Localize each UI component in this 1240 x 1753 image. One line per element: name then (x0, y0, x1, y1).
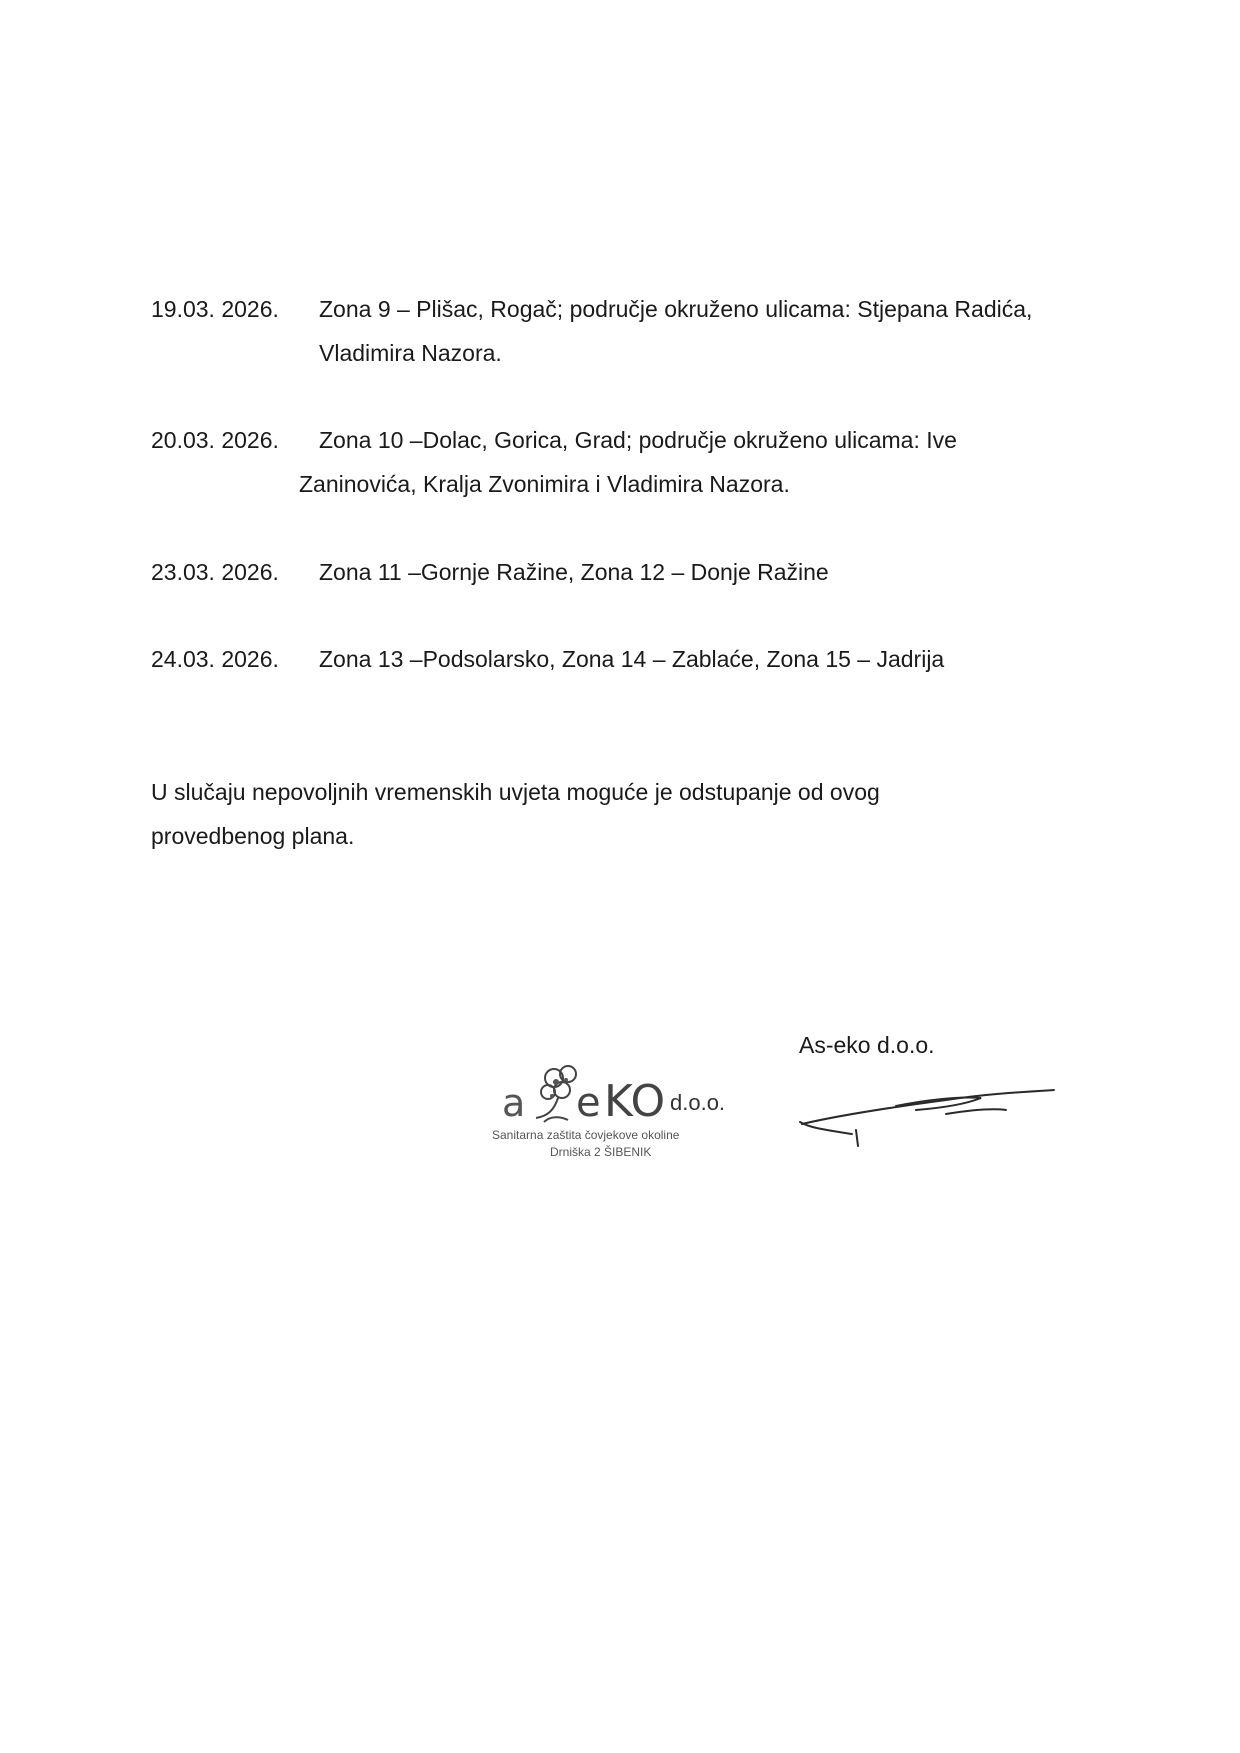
schedule-zone-text: Zona 10 –Dolac, Gorica, Grad; područje okruženo ulicama: Ive (319, 427, 957, 453)
company-name: As-eko d.o.o. (799, 1032, 935, 1058)
weather-note-line: provedbenog plana. (151, 823, 355, 849)
svg-text:KO: KO (604, 1076, 666, 1127)
company-stamp (488, 1052, 760, 1170)
handwritten-signature (796, 1080, 1056, 1150)
schedule-zone-text-continued: Zaninovića, Kralja Zvonimira i Vladimira Nazora. (299, 471, 790, 497)
schedule-zone-text: Zona 9 – Plišac, Rogač; područje okruženo ulicama: Stjepana Radića, (319, 296, 1033, 322)
svg-text:a: a (502, 1081, 526, 1125)
weather-note-line: U slučaju nepovoljnih vremenskih uvjeta moguće je odstupanje od ovog (151, 779, 880, 805)
stamp-subtitle: Sanitarna zaštita čovjekove okoline (492, 1128, 680, 1142)
schedule-date: 19.03. 2026. (151, 296, 279, 322)
schedule-zone-text-continued: Vladimira Nazora. (319, 340, 502, 366)
schedule-zone-text: Zona 13 –Podsolarsko, Zona 14 – Zablaće, Zona 15 – Jadrija (319, 646, 945, 672)
stamp-address: Drniška 2 ŠIBENIK (550, 1145, 652, 1159)
svg-text:e: e (576, 1080, 601, 1126)
schedule-zone-text: Zona 11 –Gornje Ražine, Zona 12 – Donje Ražine (319, 559, 829, 585)
schedule-date: 24.03. 2026. (151, 646, 279, 672)
schedule-date: 23.03. 2026. (151, 559, 279, 585)
weather-note (151, 770, 971, 858)
schedule-date: 20.03. 2026. (151, 427, 279, 453)
stamp-suffix: d.o.o. (670, 1090, 726, 1115)
